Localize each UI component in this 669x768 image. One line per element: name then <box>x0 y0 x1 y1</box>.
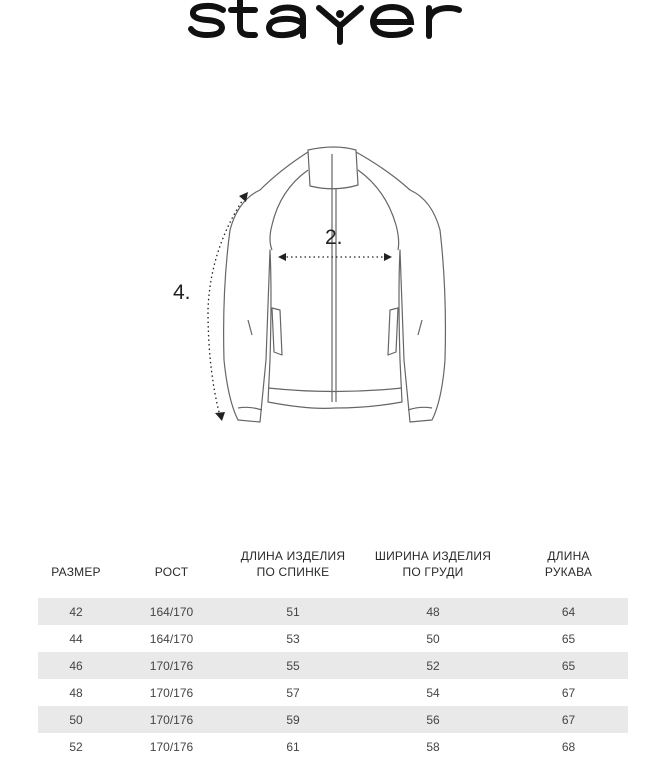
table-cell: 46 <box>38 652 114 679</box>
table-cell: 170/176 <box>149 739 194 754</box>
table-cell: 57 <box>286 685 300 700</box>
header-back-length: ДЛИНА ИЗДЕЛИЯ ПО СПИНКЕ <box>240 549 346 579</box>
table-row <box>38 625 628 652</box>
header-size: РАЗМЕР <box>51 565 101 579</box>
table-cell: 48 <box>69 685 83 700</box>
table-cell: 67 <box>509 706 628 733</box>
table-cell: 68 <box>561 739 576 754</box>
table-cell: 50 <box>426 631 440 646</box>
table-cell: 53 <box>286 631 300 646</box>
table-row <box>38 598 628 625</box>
table-row <box>38 733 628 760</box>
table-cell: 52 <box>357 652 509 679</box>
table-row <box>38 652 628 679</box>
table-cell: 54 <box>426 685 440 700</box>
table-cell: 64 <box>509 598 628 625</box>
table-cell: 164/170 <box>114 598 229 625</box>
size-chart-table <box>38 540 628 760</box>
table-cell: 56 <box>357 706 509 733</box>
table-cell: 61 <box>286 739 300 754</box>
table-cell: 67 <box>561 685 576 700</box>
table-cell: 164/170 <box>149 631 194 646</box>
table-cell: 65 <box>561 631 576 646</box>
table-cell: 170/176 <box>114 706 229 733</box>
table-cell: 48 <box>357 598 509 625</box>
table-header-row <box>38 540 628 586</box>
table-cell: 44 <box>69 631 83 646</box>
table-row <box>38 706 628 733</box>
table-cell: 170/176 <box>114 652 229 679</box>
table-cell: 58 <box>426 739 440 754</box>
table-cell: 42 <box>38 598 114 625</box>
sleeve-measure-label: 4. <box>173 281 191 304</box>
table-cell: 170/176 <box>149 685 194 700</box>
header-sleeve-length: ДЛИНА РУКАВА <box>544 549 593 579</box>
table-cell: 50 <box>38 706 114 733</box>
table-cell: 59 <box>229 706 357 733</box>
stayer-logo <box>185 0 480 46</box>
table-cell: 52 <box>69 739 83 754</box>
table-cell: 51 <box>229 598 357 625</box>
table-spacer <box>38 586 628 598</box>
header-chest-width: ШИРИНА ИЗДЕЛИЯ ПО ГРУДИ <box>374 549 492 579</box>
table-cell: 65 <box>509 652 628 679</box>
table-row <box>38 679 628 706</box>
logo-dot-icon <box>336 10 344 18</box>
table-cell: 55 <box>229 652 357 679</box>
jacket-diagram <box>160 140 460 430</box>
header-height: РОСТ <box>154 565 189 579</box>
chest-measure-label: 2. <box>325 226 343 249</box>
